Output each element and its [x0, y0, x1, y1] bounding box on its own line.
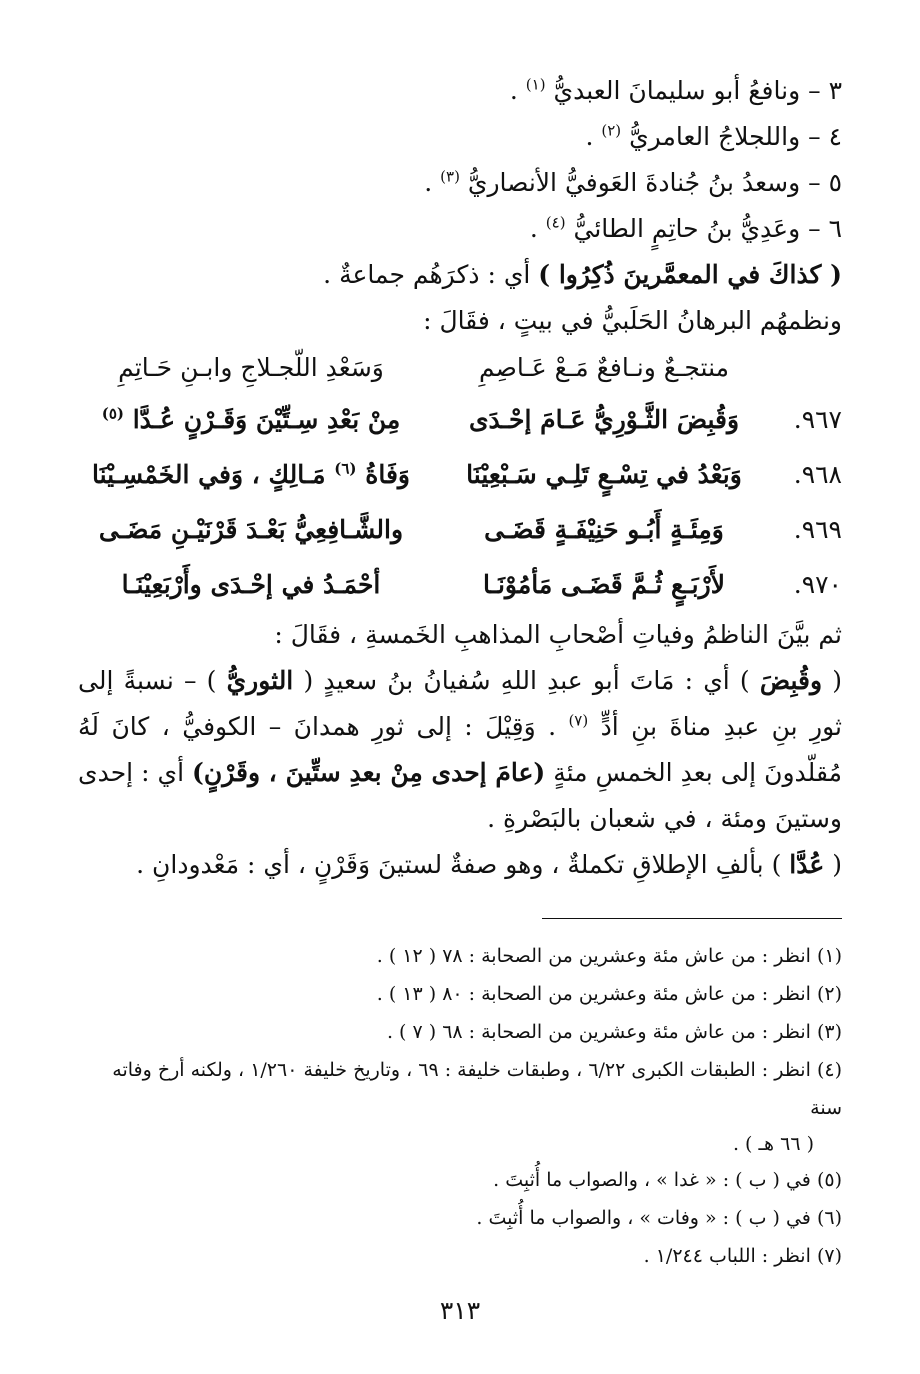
verse-line	[78, 447, 842, 502]
narrators-list	[78, 68, 842, 252]
list-item: ٣ – ونافعُ أبو سليمانَ العبديُّ $^{(١)}$ .	[509, 75, 842, 105]
list-item: ٦ – وعَدِيُّ بنُ حاتِمٍ الطائيُّ $^{(٤)}$ .	[529, 213, 842, 243]
footnote: (١) انظر : من عاش مئة وعشرين من الصحابة : ٧٨ ( ١٢ ) .	[376, 945, 842, 967]
footnote-ref: (٧)	[568, 711, 589, 730]
hemistich-second: وَسَعْدِ اللّجـلاجِ وابـنِ حَـاتِمِ	[118, 353, 384, 382]
footnote: (٧) انظر : اللباب ١/٢٤٤ .	[643, 1245, 842, 1267]
verse-line	[78, 557, 842, 612]
page-number: ٣١٣	[439, 1296, 481, 1325]
kadhaka-line: ( كذاكَ في المعمَّرينَ ذُكِرُوا ) أي : ذكرَهُم جماعةٌ .	[323, 260, 842, 289]
verse-line	[78, 502, 842, 557]
footnote-ref: (٥)	[101, 404, 124, 423]
verse-number: ٩٦٨.	[793, 460, 842, 489]
footnote: (٦) في ( ب ) : « وفات » ، والصواب ما أُثبِتَ .	[476, 1207, 842, 1229]
footnote-continuation: ( ٦٦ هـ ) .	[732, 1133, 814, 1155]
verse-line	[78, 392, 842, 447]
hemistich-first: وَقُبِضَ الثَّـوْرِيُّ عَـامَ إحْـدَى	[468, 405, 740, 434]
footnote-divider	[542, 918, 842, 919]
hemistich-second: والشَّـافِعِيُّ بَعْـدَ قَرْنَيْـنِ مَضَـى	[98, 515, 404, 544]
footnote: (٢) انظر : من عاش مئة وعشرين من الصحابة : ٨٠ ( ١٣ ) .	[376, 983, 842, 1005]
footnote-ref: (٢)	[601, 121, 622, 140]
hemistich-first: منتجـعٌ ونـافعٌ مَـعْ عَـاصِمِ	[478, 353, 730, 382]
hemistich-first: وَبَعْدُ في تِسْـعٍ تَلِـي سَـبْعِيْنَا	[466, 460, 742, 489]
thumma-line: ثم بيَّنَ الناظمُ وفياتِ أصْحابِ المذاهبِ الخَمسةِ ، فقَالَ :	[274, 620, 842, 649]
footnotes	[78, 937, 842, 1275]
poem-verses	[78, 392, 842, 612]
hemistich-second: مِنْ بَعْدِ سِـتِّيْنَ وَقَـرْنٍ عُـدَّا $^{(٥)}$	[101, 404, 401, 434]
footnote-ref: (٤)	[545, 213, 566, 232]
verse-number: ٩٦٩.	[793, 515, 842, 544]
hemistich-second: وَفَاةُ $^{(٦)}$ مَـالِكٍ ، وَفي الخَمْسِـيْنَا	[91, 459, 410, 489]
footnote-ref: (٣)	[440, 167, 460, 186]
hemistich-second: أحْمَـدُ في إحْـدَى وأَرْبَعِيْنَـا	[121, 570, 381, 599]
footnote: (٥) في ( ب ) : « غدا » ، والصواب ما أُثبِتَ .	[493, 1169, 842, 1191]
verse-number: ٩٧٠.	[793, 570, 842, 599]
commentary-paragraph: ( عُدَّا ) بألفِ الإطلاقِ تكملةٌ ، وهو صفةٌ لستينَ وَقَرْنٍ ، أي : مَعْدودانِ .	[136, 850, 842, 879]
verse-number: ٩٦٧.	[793, 405, 842, 434]
hemistich-first: لأَرْبَـعٍ ثُـمَّ قَضَـى مَأمُوْنَـا	[483, 570, 725, 599]
footnote-ref: (٦)	[334, 459, 357, 478]
footnote: (٣) انظر : من عاش مئة وعشرين من الصحابة : ٦٨ ( ٧ ) .	[386, 1021, 842, 1043]
halabi-verse	[78, 344, 842, 392]
commentary-paragraph: ( وقُبِضَ ) أي : مَاتَ أبو عبدِ اللهِ سُفيانُ بنُ سعيدٍ ( الثوريُّ ) – نسبةً إلى ثورِ بنِ عبدِ مناةَ بنِ أدٍّ $^{(٧)}$ . وَقِيْلَ : إلى ثورِ همدانَ – الكوفيُّ ، كانَ لَهُ مُقلّدونَ إلى بعدِ الخمسِ مئةٍ (عامَ إحدى مِنْ بعدِ ستِّينَ ، وقَرْنٍ) أي : إحدى وستينَ ومئة ، في شعبان بالبَصْرةِ .	[78, 666, 842, 833]
nazm-intro: ونظمهُم البرهانُ الحَلَبيُّ في بيتٍ ، فقَالَ :	[423, 306, 842, 335]
list-item: ٥ – وسعدُ بنُ جُنادةَ العَوفيُّ الأنصاريُّ $^{(٣)}$ .	[424, 167, 842, 197]
list-item: ٤ – واللجلاجُ العامريُّ $^{(٢)}$ .	[585, 121, 842, 151]
footnote-ref: (١)	[525, 75, 546, 94]
hemistich-first: وَمِئَـةٍ أَبُـو حَنِيْفَـةٍ قَضَـى	[484, 515, 724, 544]
footnote: (٤) انظر : الطبقات الكبرى ٦/٢٢ ، وطبقات خليفة : ٦٩ ، وتاريخ خليفة ١/٢٦٠ ، ولكنه أرخ وفاته سنة	[112, 1059, 842, 1119]
